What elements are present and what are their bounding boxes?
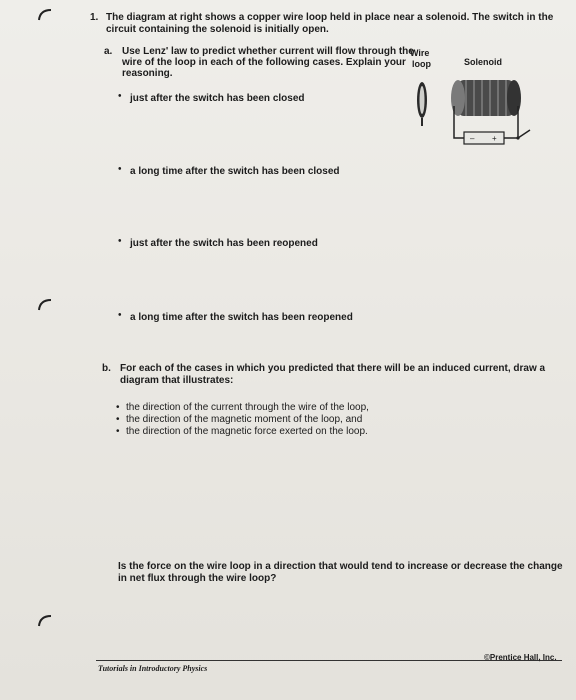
- bullet-dot: •: [118, 310, 122, 321]
- svg-text:+: +: [492, 134, 497, 143]
- part-a-line1: Use Lenz' law to predict whether current will flow through the: [122, 46, 414, 57]
- part-b-line2: diagram that illustrates:: [120, 375, 234, 386]
- svg-text:–: –: [470, 134, 475, 143]
- footer-copyright: ©Prentice Hall, Inc.: [484, 653, 557, 662]
- binder-hole-bottom: [36, 612, 54, 630]
- case-4: a long time after the switch has been reopened: [130, 312, 353, 323]
- list-item: • the direction of the magnetic moment of the loop, and: [116, 414, 363, 425]
- list-item: • the direction of the magnetic force exerted on the loop.: [116, 426, 368, 437]
- question-intro-line2: circuit containing the solenoid is initially open.: [106, 24, 329, 35]
- case-3: just after the switch has been reopened: [130, 238, 318, 249]
- wire-loop-label-line2: loop: [412, 59, 431, 69]
- question-intro-line1: The diagram at right shows a copper wire loop held in place near a solenoid. The switch in the: [106, 12, 554, 23]
- binder-hole-top: [36, 6, 54, 24]
- bullet-dot: •: [118, 164, 122, 175]
- solenoid-label: Solenoid: [464, 57, 502, 67]
- footer-book-title: Tutorials in Introductory Physics: [98, 664, 208, 673]
- solenoid-coil-icon: [451, 80, 521, 116]
- part-b-line1: For each of the cases in which you predicted that there will be an induced current, draw a: [120, 363, 546, 374]
- list-item: • the direction of the current through the wire of the loop,: [116, 402, 369, 413]
- switch-icon: [518, 130, 530, 138]
- part-b-letter: b.: [102, 363, 111, 374]
- case-2: a long time after the switch has been closed: [130, 166, 340, 177]
- wire-loop-label-line1: Wire: [410, 48, 430, 58]
- question-number: 1.: [90, 12, 99, 23]
- bullet-dot: •: [118, 236, 122, 247]
- part-a-line2: wire of the loop in each of the following cases. Explain your: [122, 57, 406, 68]
- force-question-line2: in net flux through the wire loop?: [118, 573, 277, 584]
- bullet-dot: •: [118, 91, 122, 102]
- part-a-line3: reasoning.: [122, 68, 173, 79]
- force-question-line1: Is the force on the wire loop in a direction that would tend to increase or decrease the change: [118, 561, 563, 572]
- solenoid-diagram: [400, 54, 560, 154]
- part-a-letter: a.: [104, 46, 113, 57]
- binder-hole-middle: [36, 296, 54, 314]
- case-1: just after the switch has been closed: [130, 93, 305, 104]
